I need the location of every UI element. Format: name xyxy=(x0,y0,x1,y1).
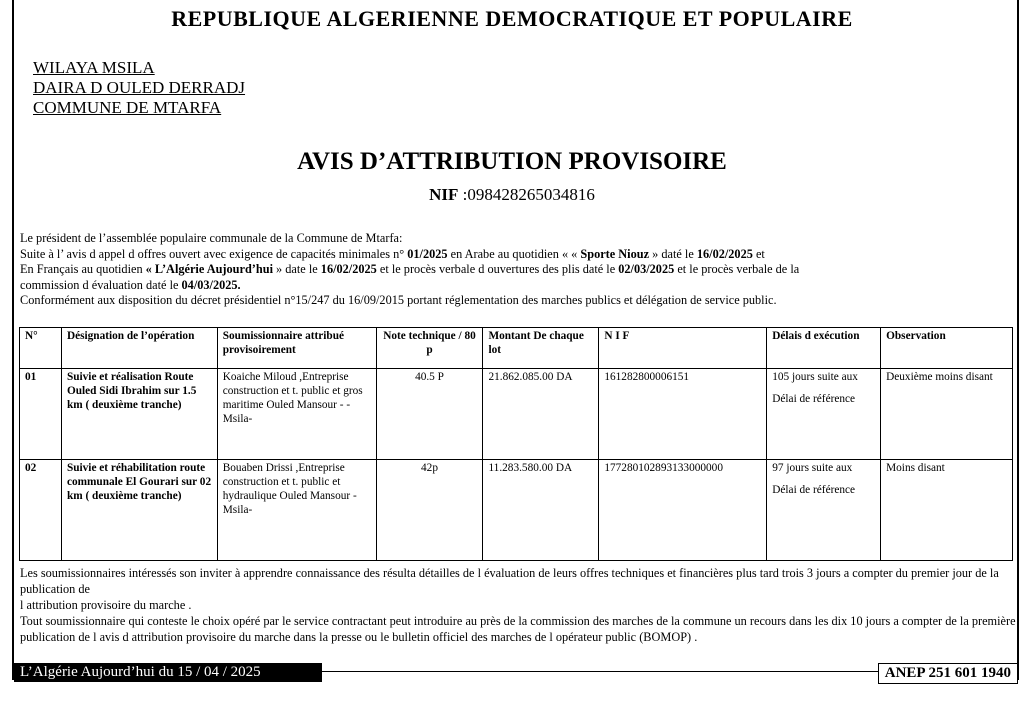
intro-line: Le président de l’assemblée populaire communale de la Commune de Mtarfa: xyxy=(20,231,403,245)
notice-nif xyxy=(0,185,1024,205)
anep-reference: ANEP 251 601 1940 xyxy=(878,663,1018,684)
wilaya-label: WILAYA MSILA xyxy=(33,58,155,77)
delai-text: 105 jours suite aux xyxy=(772,371,858,383)
cell-nif: 161282800006151 xyxy=(599,369,767,460)
cell-soumissionnaire: Bouaben Drissi ,Entreprise construction et t. public et hydraulique Ouled Mansour -Msila- xyxy=(217,460,376,561)
cell-soumissionnaire: Koaiche Miloud ,Entreprise construction et t. public et gros maritime Ouled Mansour - -Msila- xyxy=(217,369,376,460)
cell-delai xyxy=(767,460,881,561)
cell-designation: Suivie et réhabilitation route communale El Gourari sur 02 km ( deuxième tranche) xyxy=(61,460,217,561)
daira-label: DAIRA D OULED DERRADJ xyxy=(33,78,246,97)
nif-label: NIF xyxy=(429,185,459,204)
cell-observation: Deuxième moins disant xyxy=(881,369,1013,460)
text: « L’Algérie Aujourd’hui xyxy=(145,262,273,276)
cell-num: 02 xyxy=(20,460,62,561)
col-header: Soumissionnaire attribué provisoirement xyxy=(217,328,376,369)
table-row xyxy=(20,369,1013,460)
footer-paragraph: l attribution provisoire du marche . xyxy=(20,598,192,612)
text: » date le xyxy=(272,262,321,276)
cell-nif: 177280102893133000000 xyxy=(599,460,767,561)
intro-text xyxy=(20,231,1016,309)
text: Suite à l’ avis d appel d offres ouvert avec exigence de capacités minimales n° xyxy=(20,246,408,261)
delai-ref: Délai de référence xyxy=(772,393,856,405)
intro-line xyxy=(20,262,1016,278)
table-row xyxy=(20,460,1013,561)
col-header: Observation xyxy=(881,328,1013,369)
cell-delai xyxy=(767,369,881,460)
cell-designation: Suivie et réalisation Route Ouled Sidi Ibrahim sur 1.5 km ( deuxième tranche) xyxy=(61,369,217,460)
text: et le procès verbale de la xyxy=(674,262,800,276)
cell-num: 01 xyxy=(20,369,62,460)
text: et xyxy=(752,246,765,261)
cell-montant: 21.862.085.00 DA xyxy=(483,369,599,460)
text: commission d évaluation daté le xyxy=(20,277,182,292)
text: 16/02/2025 xyxy=(696,246,753,261)
delai-text: 97 jours suite aux xyxy=(772,462,853,474)
footer-paragraph: Tout soumissionnaire qui conteste le choix opéré par le service contractant peut introduire au près de la commission des marches de la commune un recours dans les dix 10 jours a compter de la première publication de l avis d attribution provisoire du marche dans la presse ou le bulletin officiel des marches de l opérateur public (BOMOP) . xyxy=(20,614,1016,644)
delai-ref: Délai de référence xyxy=(772,484,856,496)
text: en Arabe au quotidien « « xyxy=(447,246,581,261)
footer-paragraph: Les soumissionnaires intéressés son inviter à apprendre connaissance des résulta détailles de l évaluation de leurs offres techniques et financières plus tard trois 3 jours a compter du premier jour de la publication de xyxy=(20,566,999,596)
cell-note: 40.5 P xyxy=(376,369,483,460)
text: 01/2025 xyxy=(407,246,448,261)
republic-title: REPUBLIQUE ALGERIENNE DEMOCRATIQUE ET POPULAIRE xyxy=(171,6,853,31)
intro-line xyxy=(20,247,1016,263)
publication-source: L’Algérie Aujourd’hui du 15 / 04 / 2025 xyxy=(14,663,322,682)
text: et le procès verbale d ouvertures des plis daté le xyxy=(376,262,619,276)
attribution-table xyxy=(19,327,1013,561)
col-header: N I F xyxy=(599,328,767,369)
text: En Français au quotidien xyxy=(20,262,146,276)
intro-line xyxy=(20,278,1016,294)
text: 04/03/2025. xyxy=(181,277,241,292)
col-header: Montant De chaque lot xyxy=(483,328,599,369)
cell-montant: 11.283.580.00 DA xyxy=(483,460,599,561)
notice-heading: AVIS D’ATTRIBUTION PROVISOIRE xyxy=(297,148,727,175)
col-header: Note technique / 80 p xyxy=(376,328,483,369)
commune-label: COMMUNE DE MTARFA xyxy=(33,98,222,117)
col-header: Désignation de l’opération xyxy=(61,328,217,369)
footer-text xyxy=(20,565,1016,645)
col-header: N° xyxy=(20,328,62,369)
col-header: Délais d exécution xyxy=(767,328,881,369)
text: Sporte Niouz xyxy=(580,246,650,261)
cell-observation: Moins disant xyxy=(881,460,1013,561)
text: 02/03/2025 xyxy=(618,262,675,276)
cell-note: 42p xyxy=(376,460,483,561)
table-header-row xyxy=(20,328,1013,369)
text: » daté le xyxy=(649,246,697,261)
nif-value: :098428265034816 xyxy=(462,185,595,204)
text: 16/02/2025 xyxy=(320,262,377,276)
intro-line: Conformément aux disposition du décret présidentiel n°15/247 du 16/09/2015 portant réglementation des marches publics et délégation de service public. xyxy=(20,293,777,307)
